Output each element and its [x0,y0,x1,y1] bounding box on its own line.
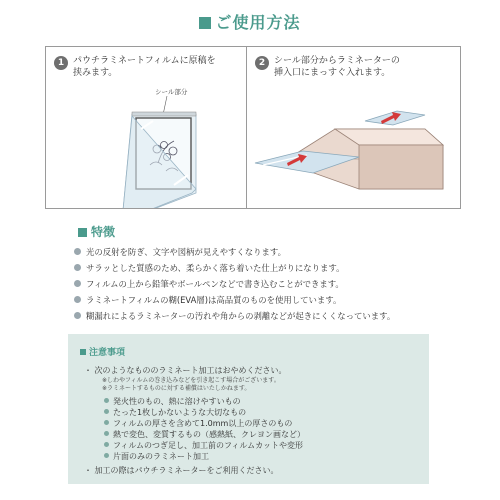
feature-item: 糊漏れによるラミネーターの汚れや角からの剥離などが起きにくくなっています。 [74,308,395,324]
step-1-number: 1 [54,56,68,70]
step-2-header [255,55,456,79]
bullet-icon [74,264,81,271]
bullet-icon [104,453,109,458]
features-heading: 特徴 [78,223,115,240]
step-1-header [54,55,255,79]
step-2-number: 2 [255,56,269,70]
feature-item: フィルムの上から鉛筆やボールペンなどで書き込むことができます。 [74,276,395,292]
notes-item: 片面のみのラミネート加工 [104,451,305,462]
step-2-panel [246,46,461,209]
heading-square-icon [199,17,211,29]
bullet-icon [104,420,109,425]
laminator-side [359,145,443,189]
heading-square-icon [80,349,86,355]
seal-strip [132,112,196,116]
notes-heading: 注意事項 [80,345,125,358]
notes-item-list [104,396,305,462]
bullet-icon [74,296,81,303]
bullet-icon [104,431,109,436]
notes-item: たった1枚しかないような大切なもの [104,407,305,418]
bullet-icon [104,409,109,414]
step-1-text: パウチラミネートフィルムに原稿を 挟みます。 [73,56,216,78]
bullet-icon [74,248,81,255]
notes-item: 熱で変色、変質するもの（感熱紙、クレヨン画など） [104,429,305,440]
notes-small-2: ※ラミネートするものに対する補償はいたしかねます。 [102,385,251,392]
notes-panel [68,334,429,484]
step-2-text: シール部分からラミネーターの 挿入口にまっすぐ入れます。 [274,56,400,78]
feature-item: サラッとした質感のため、柔らかく落ち着いた仕上がりになります。 [74,260,395,276]
seal-part-label: シール部分 [155,88,188,96]
bullet-icon [104,442,109,447]
laminator-illustration [247,85,460,208]
film-with-document-illustration [46,85,259,208]
bullet-icon [104,398,109,403]
bullet-icon [74,312,81,319]
bullet-icon [74,280,81,287]
notes-item: フィルムの厚さを含めて1.0mm以上の厚さのもの [104,418,305,429]
features-list [74,244,395,324]
feature-item: 光の反射を防ぎ、文字や図柄が見えやすくなります。 [74,244,395,260]
feature-item: ラミネートフィルムの糊(EVA層)は高品質のものを使用しています。 [74,292,395,308]
usage-title: ご使用方法 [0,10,500,33]
notes-final: ・ 加工の際はパウチラミネーターをご利用ください。 [84,466,279,475]
notes-item: 発火性のもの、熱に溶けやすいもの [104,396,305,407]
notes-intro: ・ 次のようなもののラミネート加工はおやめください。 [84,366,287,375]
step-1-panel [45,46,260,209]
heading-square-icon [78,228,87,237]
notes-item: フィルムのつぎ足し、加工前のフィルムカットや変形 [104,440,305,451]
notes-small-1: ※しわやフィルムの巻き込みなどを引き起こす場合がございます。 [102,377,280,384]
